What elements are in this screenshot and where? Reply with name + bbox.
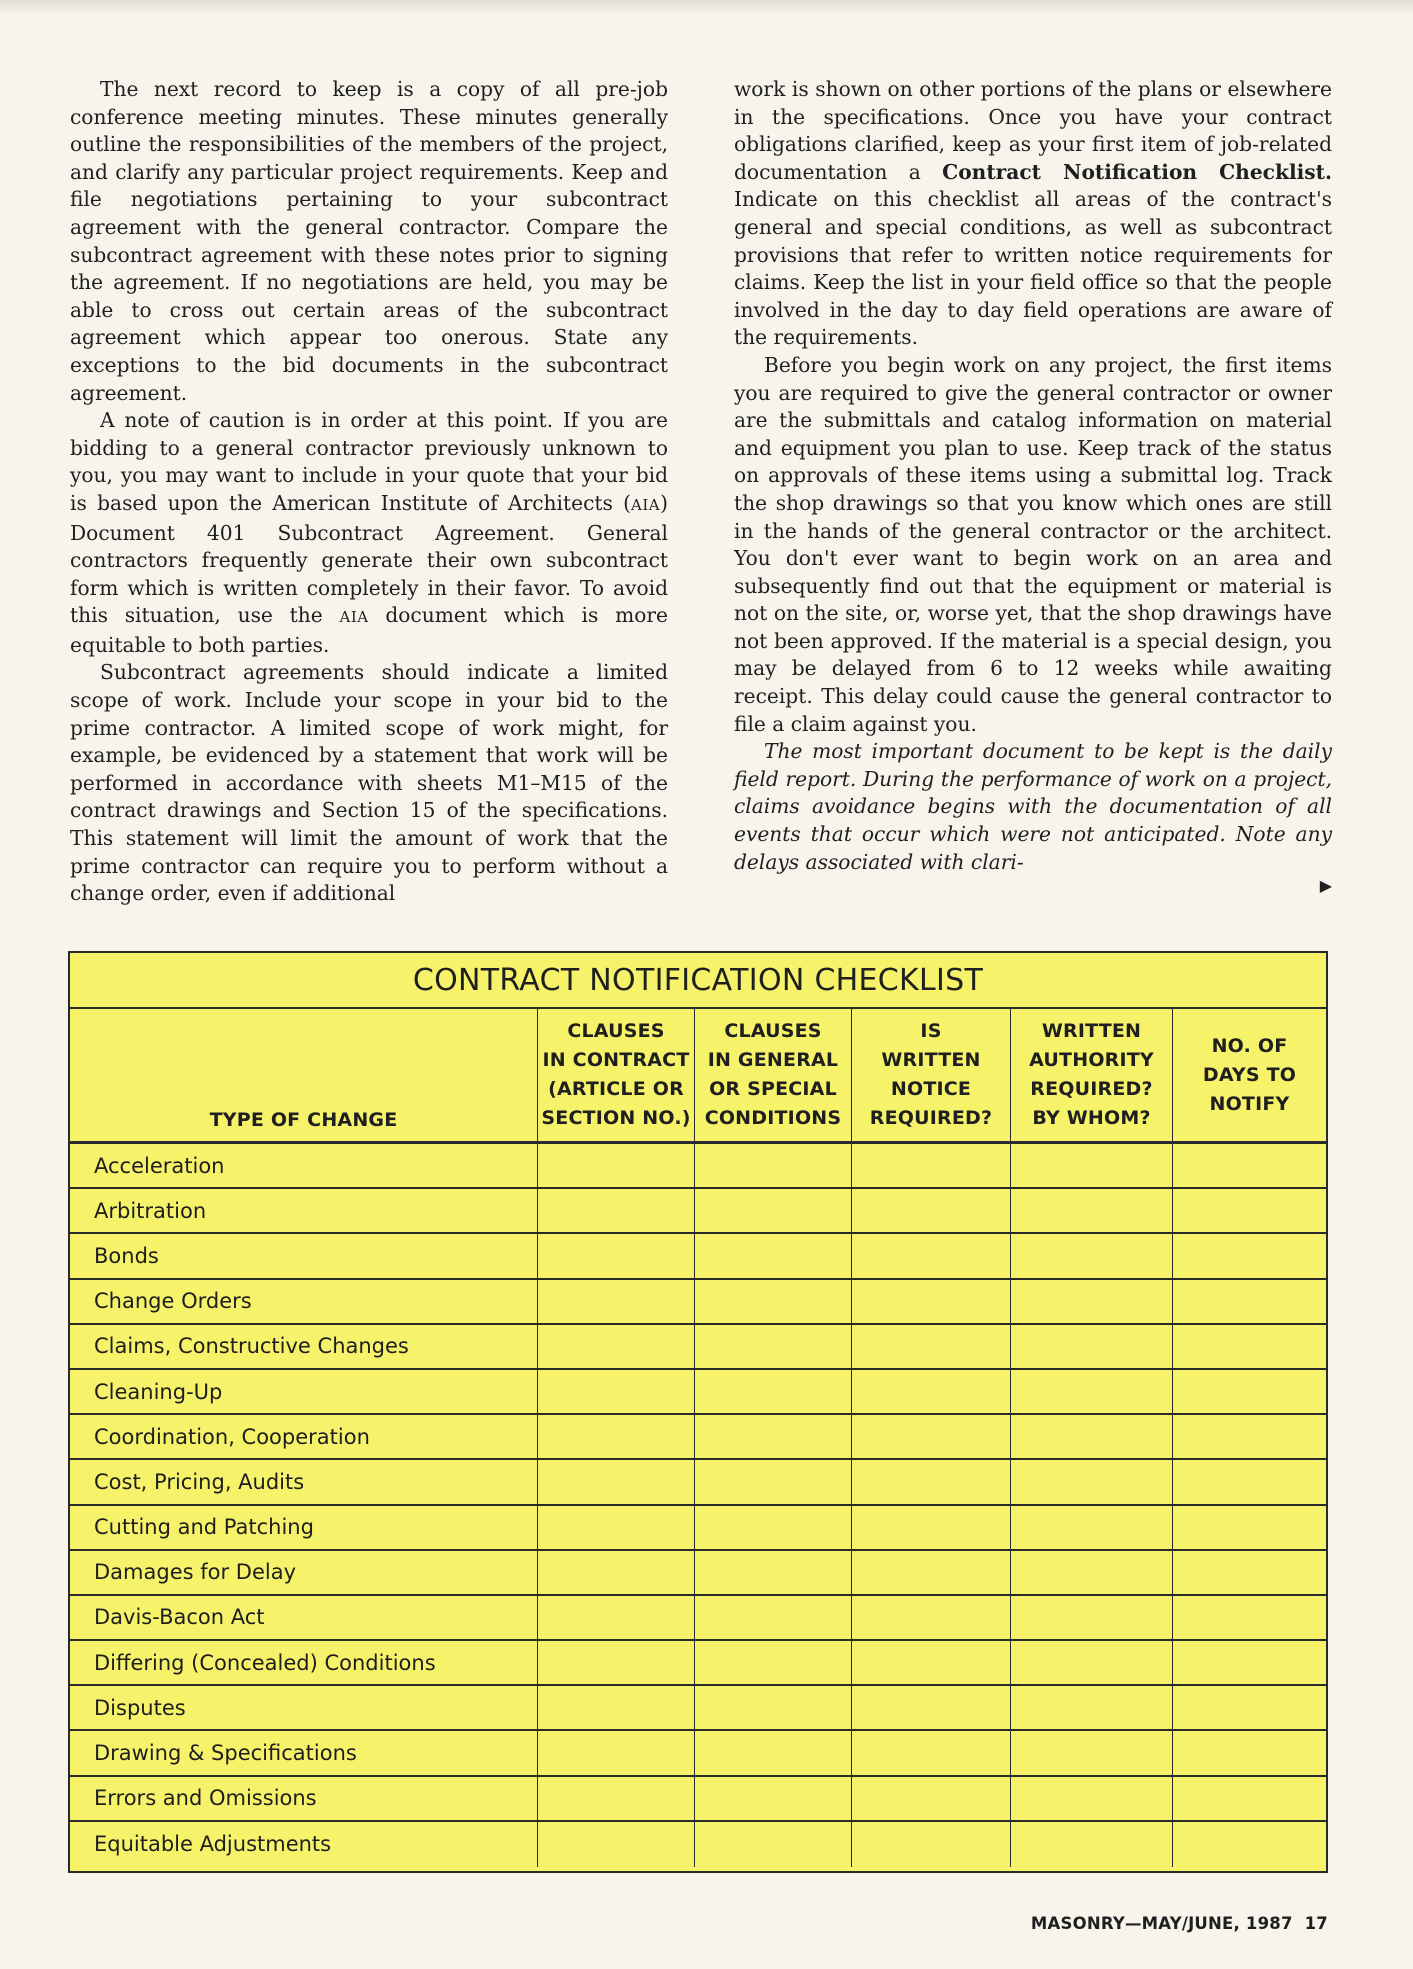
blank-entry-cell[interactable]: [694, 1234, 851, 1277]
blank-entry-cell[interactable]: [694, 1777, 851, 1820]
blank-entry-cell[interactable]: [537, 1144, 694, 1187]
paragraph-text: work is shown on other portions of the plans or elsewhere in the specifications. Once you have your contract obligations clarified, keep as your first item of job-related documentation a: [734, 77, 1332, 184]
blank-entry-cell[interactable]: [1010, 1325, 1172, 1368]
checklist-header-row: [70, 1009, 1326, 1144]
blank-entry-cell[interactable]: [1010, 1415, 1172, 1458]
blank-entry-cell[interactable]: [1172, 1189, 1326, 1232]
blank-entry-cell[interactable]: [851, 1506, 1010, 1549]
paragraph-text: Note any delays associated with clari-: [734, 822, 1333, 874]
paragraph: The next record to keep is a copy of all pre-job conference meeting minutes. These minutes generally outline the responsibilities of the members of the project, and clarify any particular project requirements. Keep and file negotiations pertaining to your subcontract agreement with the general contractor. Compare the subcontract agreement with these notes prior to signing the agreement. If no negotiations are held, you may be able to cross out certain areas of the subcontract agreement which appear too onerous. State any exceptions to the bid documents in the subcontract agreement.: [70, 77, 668, 405]
blank-entry-cell[interactable]: [1010, 1641, 1172, 1684]
table-row: [70, 1731, 1326, 1776]
type-of-change-cell: Coordination, Cooperation: [94, 1424, 370, 1449]
article-column-right: [734, 76, 1332, 938]
type-of-change-cell: Davis-Bacon Act: [94, 1605, 265, 1630]
blank-entry-cell[interactable]: [1010, 1822, 1172, 1867]
type-of-change-cell: Damages for Delay: [94, 1560, 297, 1585]
type-of-change-cell: Drawing & Specifications: [94, 1741, 357, 1766]
table-row: [70, 1506, 1326, 1551]
blank-entry-cell[interactable]: [537, 1551, 694, 1594]
blank-entry-cell[interactable]: [851, 1280, 1010, 1323]
contract-notification-checklist: [68, 951, 1328, 1873]
blank-entry-cell[interactable]: [1010, 1777, 1172, 1820]
blank-entry-cell[interactable]: [1172, 1144, 1326, 1187]
page-footer: [1031, 1914, 1328, 1933]
header-clauses-in-contract: CLAUSES IN CONTRACT (ARTICLE OR SECTION NO.): [537, 1009, 694, 1141]
type-of-change-cell: Errors and Omissions: [94, 1786, 317, 1811]
type-of-change-cell: Arbitration: [94, 1198, 207, 1223]
type-of-change-cell: Equitable Adjustments: [94, 1832, 332, 1857]
blank-entry-cell[interactable]: [694, 1415, 851, 1458]
continue-arrow-icon: ▶: [1319, 876, 1332, 896]
aia-abbreviation: AIA: [631, 495, 661, 514]
blank-entry-cell[interactable]: [851, 1731, 1010, 1774]
blank-entry-cell[interactable]: [1172, 1506, 1326, 1549]
blank-entry-cell[interactable]: [694, 1189, 851, 1232]
blank-entry-cell[interactable]: [851, 1460, 1010, 1503]
type-of-change-cell: Cleaning-Up: [94, 1379, 223, 1404]
blank-entry-cell[interactable]: [1010, 1280, 1172, 1323]
blank-entry-cell[interactable]: [537, 1189, 694, 1232]
header-written-notice: IS WRITTEN NOTICE REQUIRED?: [851, 1009, 1010, 1141]
blank-entry-cell[interactable]: [851, 1641, 1010, 1684]
blank-entry-cell[interactable]: [1172, 1731, 1326, 1774]
blank-entry-cell[interactable]: [1172, 1325, 1326, 1368]
table-row: [70, 1686, 1326, 1731]
blank-entry-cell[interactable]: [1010, 1731, 1172, 1774]
blank-entry-cell[interactable]: [537, 1460, 694, 1503]
blank-entry-cell[interactable]: [694, 1370, 851, 1413]
blank-entry-cell[interactable]: [694, 1144, 851, 1187]
table-row: [70, 1234, 1326, 1279]
type-of-change-cell: Bonds: [94, 1243, 159, 1268]
blank-entry-cell[interactable]: [1172, 1370, 1326, 1413]
table-row: [70, 1551, 1326, 1596]
paragraph-text: ) Document 401 Subcontract Agreement. General contractors frequently generate their own subcontract form which is written completely in their favor. To avoid this situation, use the: [70, 490, 668, 628]
blank-entry-cell[interactable]: [1172, 1686, 1326, 1729]
blank-entry-cell[interactable]: [537, 1415, 694, 1458]
blank-entry-cell[interactable]: [1010, 1551, 1172, 1594]
blank-entry-cell[interactable]: [1172, 1415, 1326, 1458]
blank-entry-cell[interactable]: [537, 1686, 694, 1729]
blank-entry-cell[interactable]: [537, 1370, 694, 1413]
page-number: 17: [1304, 1914, 1328, 1933]
blank-entry-cell[interactable]: [1010, 1506, 1172, 1549]
blank-entry-cell[interactable]: [694, 1822, 851, 1867]
blank-entry-cell[interactable]: [537, 1822, 694, 1867]
blank-entry-cell[interactable]: [1010, 1686, 1172, 1729]
paragraph-text: document which is more equitable to both parties.: [70, 603, 668, 657]
blank-entry-cell[interactable]: [694, 1641, 851, 1684]
emphasis-text: The most important document to be kept is the daily field report. During the performance of work on a project, claims avoidance begins with the documentation of all events that occur which were not anticipated.: [734, 739, 1332, 847]
blank-entry-cell[interactable]: [537, 1325, 694, 1368]
blank-entry-cell[interactable]: [851, 1325, 1010, 1368]
table-row: [70, 1641, 1326, 1686]
blank-entry-cell[interactable]: [694, 1551, 851, 1594]
page-top-edge: [0, 0, 1413, 14]
blank-entry-cell[interactable]: [1010, 1596, 1172, 1639]
blank-entry-cell[interactable]: [694, 1506, 851, 1549]
table-row: [70, 1415, 1326, 1460]
blank-entry-cell[interactable]: [537, 1731, 694, 1774]
blank-entry-cell[interactable]: [851, 1686, 1010, 1729]
blank-entry-cell[interactable]: [1010, 1144, 1172, 1187]
blank-entry-cell[interactable]: [537, 1777, 694, 1820]
blank-entry-cell[interactable]: [537, 1596, 694, 1639]
header-clauses-general-special: CLAUSES IN GENERAL OR SPECIAL CONDITIONS: [694, 1009, 851, 1141]
table-row: [70, 1189, 1326, 1234]
blank-entry-cell[interactable]: [694, 1731, 851, 1774]
blank-entry-cell[interactable]: [694, 1686, 851, 1729]
blank-entry-cell[interactable]: [1172, 1234, 1326, 1277]
blank-entry-cell[interactable]: [537, 1641, 694, 1684]
blank-entry-cell[interactable]: [851, 1777, 1010, 1820]
paragraph: [70, 407, 668, 659]
table-row: [70, 1144, 1326, 1189]
type-of-change-cell: Differing (Concealed) Conditions: [94, 1650, 436, 1675]
blank-entry-cell[interactable]: [851, 1189, 1010, 1232]
blank-entry-cell[interactable]: [851, 1234, 1010, 1277]
checklist-rows: [70, 1144, 1326, 1867]
blank-entry-cell[interactable]: [1010, 1460, 1172, 1503]
table-row: [70, 1280, 1326, 1325]
paragraph: [734, 76, 1332, 352]
article-body: [70, 76, 1332, 938]
blank-entry-cell[interactable]: [1010, 1234, 1172, 1277]
table-row: [70, 1325, 1326, 1370]
header-days-to-notify: NO. OF DAYS TO NOTIFY: [1172, 1009, 1326, 1141]
blank-entry-cell[interactable]: [1172, 1596, 1326, 1639]
table-row: [70, 1596, 1326, 1641]
paragraph-text: Indicate on this checklist all areas of the contract's general and special conditions, as well as subcontract provisions that refer to written notice requirements for claims. Keep the list in your field office so that the people involved in the day to day field operations are aware of the requirements.: [734, 187, 1332, 350]
blank-entry-cell[interactable]: [1172, 1280, 1326, 1323]
header-type-of-change: TYPE OF CHANGE: [209, 1109, 398, 1131]
blank-entry-cell[interactable]: [537, 1234, 694, 1277]
blank-entry-cell[interactable]: [851, 1144, 1010, 1187]
blank-entry-cell[interactable]: [851, 1370, 1010, 1413]
blank-entry-cell[interactable]: [1172, 1822, 1326, 1867]
paragraph: Before you begin work on any project, the first items you are required to give the general contractor or owner are the submittals and catalog information on material and equipment you plan to use. Keep track of the status on approvals of these items using a submittal log. Track the shop drawings so that you know which ones are still in the hands of the general contractor or the architect. You don't ever want to begin work on an area and subsequently find out that the equipment or material is not on the site, or, worse yet, that the shop drawings have not been approved. If the material is a special design, you may be delayed from 6 to 12 weeks while awaiting receipt. This delay could cause the general contractor to file a claim against you.: [734, 352, 1332, 736]
blank-entry-cell[interactable]: [694, 1325, 851, 1368]
checklist-title: CONTRACT NOTIFICATION CHECKLIST: [70, 953, 1326, 1009]
table-row: [70, 1460, 1326, 1505]
type-of-change-cell: Disputes: [94, 1695, 186, 1720]
blank-entry-cell[interactable]: [1172, 1551, 1326, 1594]
blank-entry-cell[interactable]: [1172, 1460, 1326, 1503]
blank-entry-cell[interactable]: [537, 1506, 694, 1549]
blank-entry-cell[interactable]: [1010, 1370, 1172, 1413]
blank-entry-cell[interactable]: [1172, 1641, 1326, 1684]
blank-entry-cell[interactable]: [1172, 1777, 1326, 1820]
blank-entry-cell[interactable]: [694, 1460, 851, 1503]
paragraph: Subcontract agreements should indicate a limited scope of work. Include your scope in your bid to the prime contractor. A limited scope of work might, for example, be evidenced by a statement that work will be performed in accordance with sheets M1–M15 of the contract drawings and Section 15 of the specifications. This statement will limit the amount of work that the prime contractor can require you to perform without a change order, even if additional: [70, 660, 668, 906]
type-of-change-cell: Cost, Pricing, Audits: [94, 1469, 305, 1494]
article-column-left: [70, 76, 668, 938]
checklist-term: Contract Notification Checklist.: [942, 159, 1332, 184]
paragraph-text: A note of caution is in order at this point. If you are bidding to a general contractor previously unknown to you, you may want to include in your quote that your bid is based upon the American Institute of Architects (: [70, 408, 668, 515]
type-of-change-cell: Change Orders: [94, 1289, 252, 1314]
blank-entry-cell[interactable]: [1010, 1189, 1172, 1232]
table-row: [70, 1370, 1326, 1415]
blank-entry-cell[interactable]: [851, 1415, 1010, 1458]
publication-line: MASONRY—MAY/JUNE, 1987: [1030, 1914, 1293, 1933]
table-row: [70, 1777, 1326, 1822]
blank-entry-cell[interactable]: [851, 1596, 1010, 1639]
blank-entry-cell[interactable]: [537, 1280, 694, 1323]
blank-entry-cell[interactable]: [694, 1596, 851, 1639]
blank-entry-cell[interactable]: [851, 1551, 1010, 1594]
blank-entry-cell[interactable]: [851, 1822, 1010, 1867]
paragraph: [734, 738, 1332, 876]
table-row: [70, 1822, 1326, 1867]
type-of-change-cell: Claims, Constructive Changes: [94, 1334, 409, 1359]
type-of-change-cell: Acceleration: [94, 1153, 225, 1178]
aia-abbreviation: AIA: [339, 608, 369, 627]
type-of-change-cell: Cutting and Patching: [94, 1515, 314, 1540]
blank-entry-cell[interactable]: [694, 1280, 851, 1323]
header-written-authority: WRITTEN AUTHORITY REQUIRED? BY WHOM?: [1010, 1009, 1172, 1141]
